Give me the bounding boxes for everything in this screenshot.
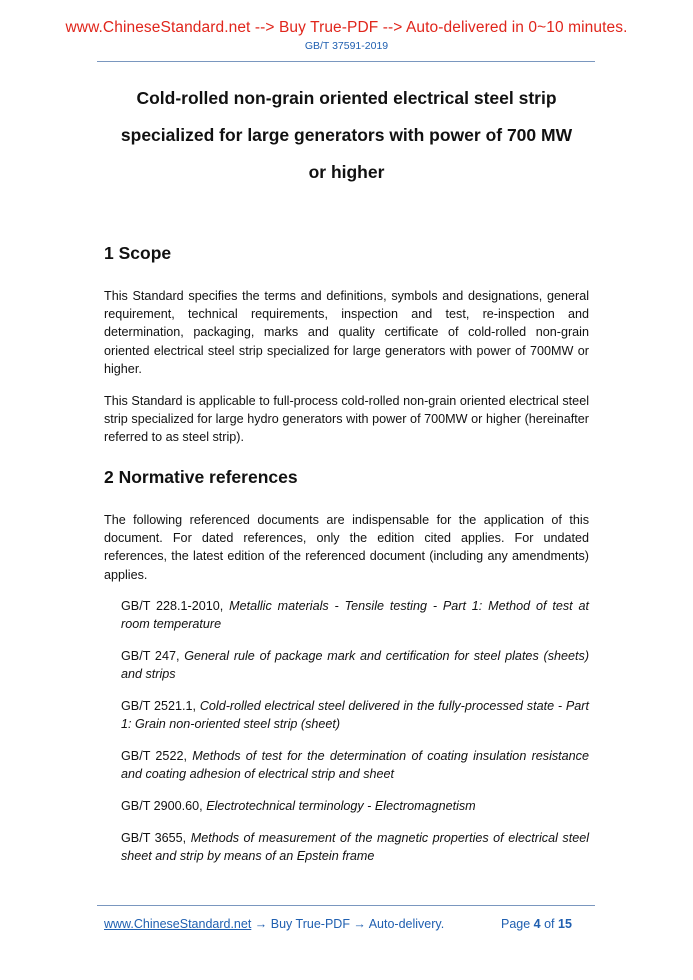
arrow-right-icon: → xyxy=(349,917,369,931)
reference-code: GB/T 2521.1, xyxy=(121,699,200,713)
reference-item xyxy=(121,697,589,733)
title-line-2: specialized for large generators with power of 700 MW xyxy=(120,125,573,145)
title-line-3: or higher xyxy=(308,162,385,182)
auto-delivery-text: Auto-delivery. xyxy=(368,917,445,931)
reference-code: GB/T 3655, xyxy=(121,831,191,845)
reference-title: Methods of test for the determination of coating insulation resistance and coating adhesion of electrical strip and sheet xyxy=(121,749,589,782)
page-of-label: of xyxy=(540,917,558,931)
scope-paragraph-2: This Standard is applicable to full-process cold-rolled non-grain oriented electrical steel strip specialized for large hydro generators with power of 700MW or higher (hereinafter referred to as steel strip). xyxy=(104,394,589,445)
page-label: Page xyxy=(501,917,534,931)
reference-item xyxy=(121,797,589,815)
page-total: 15 xyxy=(558,917,572,931)
page-current: 4 xyxy=(533,917,541,931)
reference-code: GB/T 2522, xyxy=(121,749,193,763)
reference-code: GB/T 228.1-2010, xyxy=(121,599,230,613)
footer-divider xyxy=(97,905,595,906)
reference-title: General rule of package mark and certification for steel plates (sheets) and strips xyxy=(121,649,590,682)
references-intro-paragraph: The following referenced documents are indispensable for the application of this document. For dated references, only the edition cited applies. For undated references, the latest edition of the referenced document (including any amendments) applies. xyxy=(104,513,589,582)
arrow-right-icon: → xyxy=(251,917,271,931)
reference-title: Electrotechnical terminology - Electromagnetism xyxy=(206,799,476,813)
header-divider xyxy=(97,61,595,62)
section-heading-scope: 1 Scope xyxy=(104,243,172,263)
standard-code: GB/T 37591-2019 xyxy=(304,40,389,52)
reference-title: Methods of measurement of the magnetic properties of electrical steel sheet and strip by means of an Epstein frame xyxy=(121,831,589,864)
buy-pdf-link[interactable]: Buy True-PDF xyxy=(270,917,350,931)
title-line-1: Cold-rolled non-grain oriented electrical steel strip xyxy=(136,88,557,108)
section-heading-normative-references: 2 Normative references xyxy=(104,467,298,487)
reference-title: Metallic materials - Tensile testing - Part 1: Method of test at room temperature xyxy=(121,599,589,632)
reference-code: GB/T 2900.60, xyxy=(121,799,207,813)
reference-item xyxy=(121,647,589,683)
reference-item xyxy=(121,829,589,865)
reference-title: Cold-rolled electrical steel delivered in the fully-processed state - Part 1: Grain non-oriented steel strip (sheet) xyxy=(121,699,589,732)
reference-item xyxy=(121,597,589,633)
reference-item xyxy=(121,747,589,783)
page-indicator xyxy=(501,917,572,931)
reference-code: GB/T 247, xyxy=(121,649,185,663)
promo-banner[interactable]: www.ChineseStandard.net --> Buy True-PDF --> Auto-delivered in 0~10 minutes. xyxy=(65,19,628,36)
site-link[interactable]: www.ChineseStandard.net xyxy=(104,917,252,931)
scope-paragraph-1: This Standard specifies the terms and definitions, symbols and designations, general requirement, technical requirements, inspection and test, re-inspection and determination, packaging, marks and quality certificate of cold-rolled non-grain oriented electrical steel strip specialized for large generators with power of 700MW or higher. xyxy=(104,289,589,376)
footer-links xyxy=(104,917,444,931)
document-title xyxy=(90,80,603,191)
